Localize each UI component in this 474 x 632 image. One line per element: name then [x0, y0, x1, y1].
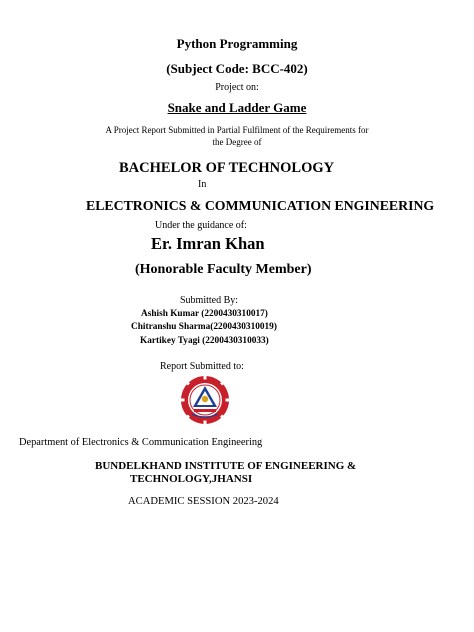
guidance-label: Under the guidance of:: [155, 220, 247, 231]
subject-code: (Subject Code: BCC-402): [166, 61, 308, 76]
guide-role: (Honorable Faculty Member): [135, 262, 312, 277]
academic-session: ACADEMIC SESSION 2023-2024: [128, 496, 279, 507]
project-description-line2: the Degree of: [212, 137, 262, 147]
project-description-line1: A Project Report Submitted in Partial Fulfilment of the Requirements for: [105, 125, 369, 135]
institute-line1: BUNDELKHAND INSTITUTE OF ENGINEERING &: [95, 460, 357, 472]
project-name: Snake and Ladder Game: [167, 100, 307, 115]
institute-line2: TECHNOLOGY,JHANSI: [130, 473, 253, 485]
subject-title: Python Programming: [176, 36, 298, 51]
degree-branch: ELECTRONICS & COMMUNICATION ENGINEERING: [86, 198, 435, 213]
department-name: Department of Electronics & Communication Engineering: [19, 437, 263, 448]
student-3: Kartikey Tyagi (2200430310033): [140, 336, 269, 346]
project-intro: Project on:: [215, 82, 259, 93]
guide-name: Er. Imran Khan: [151, 234, 265, 253]
submitted-by-label: Submitted By:: [180, 295, 239, 306]
submitted-to-label: Report Submitted to:: [160, 361, 244, 372]
student-1: Ashish Kumar (2200430310017): [141, 309, 268, 319]
degree-connector: In: [198, 179, 207, 190]
institute-emblem-logo: [178, 374, 232, 426]
student-2: Chitranshu Sharma(2200430310019): [131, 322, 277, 332]
degree-name: BACHELOR OF TECHNOLOGY: [119, 160, 335, 176]
